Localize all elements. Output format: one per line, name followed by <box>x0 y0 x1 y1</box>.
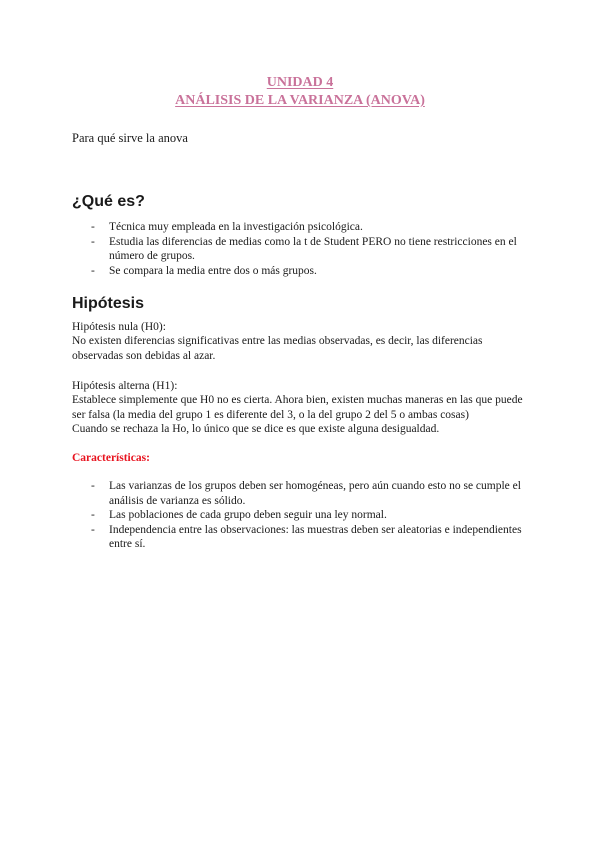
heading-characteristics: Características: <box>72 452 150 464</box>
what-is-list <box>72 220 532 278</box>
dash-marker: - <box>91 523 95 536</box>
list-item-text: Las poblaciones de cada grupo deben seguir una ley normal. <box>109 509 387 521</box>
list-item-text: Las varianzas de los grupos deben ser homogéneas, pero aún cuando esto no se cumple el análisis de varianza es sólido. <box>109 480 521 507</box>
list-item-text: Estudia las diferencias de medias como la t de Student PERO no tiene restricciones en el número de grupos. <box>109 235 517 262</box>
list-item <box>72 235 532 264</box>
list-item <box>72 523 532 552</box>
characteristics-list <box>72 479 532 552</box>
list-item-text: Independencia entre las observaciones: las muestras deben ser aleatorias e independientes entre sí. <box>109 523 522 550</box>
title-unit: UNIDAD 4 <box>266 75 334 90</box>
alt-hypothesis-text-1: Establece simplemente que H0 no es cierta. Ahora bien, existen muchas maneras en las que puede ser falsa (la media del grupo 1 es diferente del 3, o la del grupo 2 del 5 o ambas cosas) <box>72 394 523 421</box>
heading-hypothesis: Hipótesis <box>72 295 145 312</box>
dash-marker: - <box>91 264 95 277</box>
list-item-text: Técnica muy empleada en la investigación psicológica. <box>109 221 363 233</box>
list-item <box>72 220 532 235</box>
dash-marker: - <box>91 235 95 248</box>
list-item-text: Se compara la media entre dos o más grupos. <box>109 264 317 277</box>
list-item <box>72 264 532 279</box>
alt-hypothesis-label: Hipótesis alterna (H1): <box>72 380 178 392</box>
heading-what-is: ¿Qué es? <box>72 193 145 210</box>
list-item <box>72 479 532 508</box>
dash-marker: - <box>91 221 95 233</box>
intro-text: Para qué sirve la anova <box>72 131 188 145</box>
document-title <box>0 74 600 110</box>
null-hypothesis-label: Hipótesis nula (H0): <box>72 321 166 333</box>
dash-marker: - <box>91 480 95 492</box>
null-hypothesis-text: No existen diferencias significativas entre las medias observadas, es decir, las diferencias observadas son debidas al azar. <box>72 335 483 362</box>
alt-hypothesis-text <box>72 393 532 437</box>
alt-hypothesis-text-2: Cuando se rechaza la Ho, lo único que se dice es que existe alguna desigualdad. <box>72 423 440 436</box>
title-topic: ANÁLISIS DE LA VARIANZA (ANOVA) <box>175 93 425 108</box>
dash-marker: - <box>91 509 95 521</box>
list-item <box>72 508 532 523</box>
